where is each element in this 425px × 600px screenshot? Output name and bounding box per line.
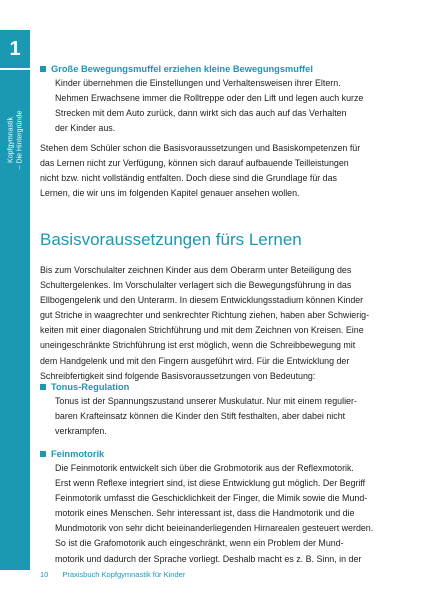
paragraph-line: Bis zum Vorschulalter zeichnen Kinder aus dem Oberarm unter Beteiligung des — [40, 265, 352, 275]
chapter-label-line1: Kopfgymnastik — [7, 117, 15, 163]
paragraph-line: uneingeschränkte Strichführung ist erst möglich, wenn die Schreibbewegung mit — [40, 340, 356, 351]
chapter-tab-label — [0, 70, 30, 210]
item-title: Feinmotorik — [51, 449, 105, 459]
paragraph-line: Lernen, die wir uns im folgenden Kapitel genauer ansehen wollen. — [40, 188, 300, 199]
paragraph-line: Ellbogengelenk und den Unterarm. In diesem Entwicklungsstadium können Kinder — [40, 295, 364, 306]
page-number: 10 — [40, 570, 49, 579]
intro-paragraph — [40, 141, 405, 201]
chapter-tab — [0, 30, 30, 570]
item-line: motorik und dadurch der Sprache vorliegt. Deshalb macht es z. B. Sinn, in der — [55, 553, 362, 564]
paragraph-line: Schreibfertigkeit sind folgende Basisvoraussetzungen von Bedeutung: — [40, 370, 316, 381]
paragraph-line: Stehen dem Schüler schon die Basisvoraussetzungen und Basiskompetenzen für — [40, 143, 361, 153]
item-line: So ist die Grafomotorik auch eingeschränkt, wenn ein Problem der Mund- — [55, 538, 344, 549]
page-footer — [40, 570, 185, 579]
item-line: motorik eines Menschen. Sehr interessant ist, dass die Handmotorik und die — [55, 508, 355, 519]
tip-line: Strecken mit dem Auto zurück, dann wirkt sich das auch auf das Verhalten — [55, 108, 347, 119]
section-heading: Basisvoraussetzungen fürs Lernen — [40, 230, 302, 249]
book-title: Praxisbuch Kopfgymnastik für Kinder — [62, 570, 186, 579]
item-body — [55, 461, 405, 567]
tip-title: Große Bewegungsmuffel erziehen kleine Bewegungsmuffel — [51, 64, 313, 74]
tip-line: Kinder übernehmen die Einstellungen und Verhaltensweisen ihrer Eltern. — [55, 78, 341, 88]
chapter-number: 1 — [0, 30, 30, 68]
body-paragraph — [40, 263, 405, 384]
item-line: Mundmotorik von sehr dicht beieinanderliegenden Hirnarealen gesteuert werden. — [55, 523, 374, 534]
item-title: Tonus-Regulation — [51, 382, 130, 392]
paragraph-line: das Lernen nicht zur Verfügung, können sich darauf aufbauende Teilleistungen — [40, 158, 349, 169]
tip-line: Nehmen Erwachsene immer die Rolltreppe oder den Lift und legen auch kurze — [55, 93, 364, 104]
item-line: Die Feinmotorik entwickelt sich über die Grobmotorik aus der Reflexmotorik. — [55, 463, 354, 473]
square-bullet-icon — [40, 66, 46, 72]
item-line: Erst wenn Reflexe integriert sind, ist diese Entwicklung gut möglich. Der Begriff — [55, 478, 366, 489]
item-body — [55, 394, 405, 439]
list-item-tonus — [40, 380, 405, 439]
item-line: Feinmotorik umfasst die Geschicklichkeit der Finger, die Mimik sowie die Mund- — [55, 493, 368, 504]
item-line: verkrampfen. — [55, 426, 107, 437]
square-bullet-icon — [40, 384, 46, 390]
paragraph-line: nicht bzw. nicht vollständig entfalten. Doch diese sind die Grundlage für das — [40, 173, 337, 184]
paragraph-line: gut Striche in waagrechter und senkrechter Richtung ziehen, haben aber Schwierig- — [40, 310, 370, 321]
item-line: Tonus ist der Spannungszustand unserer Muskulatur. Nur mit einem regulier- — [55, 396, 357, 406]
paragraph-line: dem Handgelenk und mit den Fingern ausgeführt wird. Für die Entwicklung der — [40, 355, 350, 366]
tip-body — [55, 76, 400, 136]
tip-block — [40, 62, 400, 136]
item-line: baren Krafteinsatz können die Kinder den Stift festhalten, aber dabei nicht — [55, 411, 346, 422]
list-item-feinmotorik — [40, 447, 405, 567]
chapter-label-line2: – Die Hintergründe — [16, 110, 24, 170]
paragraph-line: keiten mit einer diagonalen Strichführung und mit dem Zeichnen von Kreisen. Eine — [40, 325, 364, 336]
square-bullet-icon — [40, 451, 46, 457]
paragraph-line: Schultergelenkes. Im Vorschulalter verlagert sich die Bewegungsführung in das — [40, 280, 352, 291]
tip-line: der Kinder aus. — [55, 123, 116, 134]
